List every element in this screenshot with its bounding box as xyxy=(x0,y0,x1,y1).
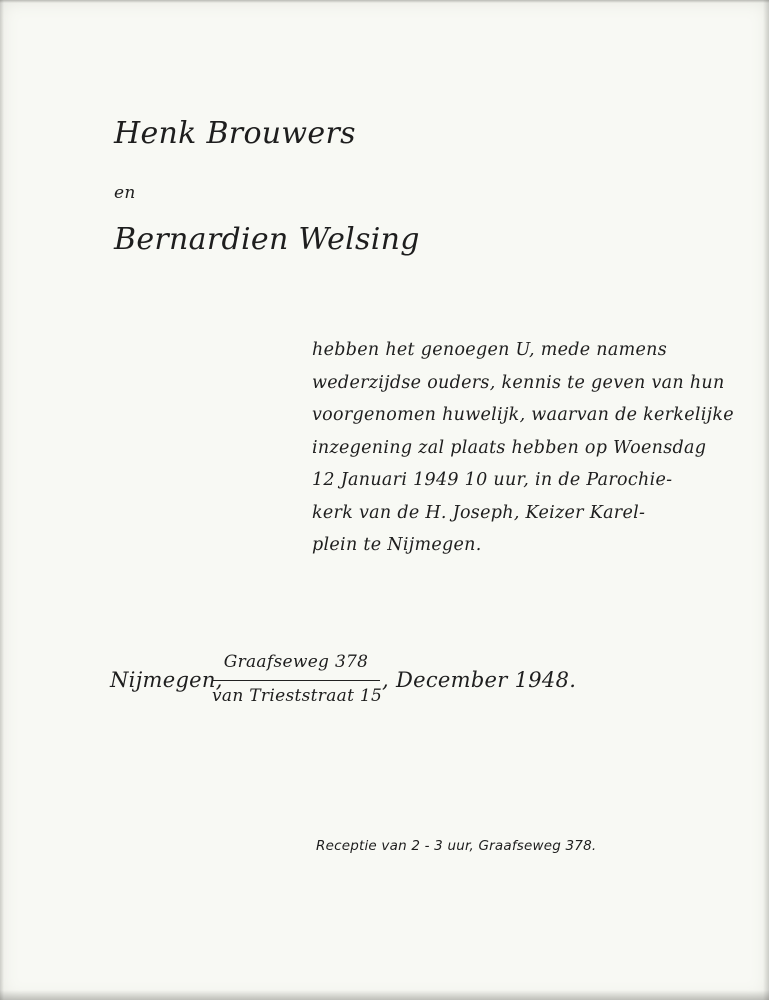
place-name: Nijmegen, xyxy=(110,668,223,692)
body-line: plein te Nijmegen. xyxy=(312,535,482,555)
body-line: hebben het genoegen U, mede namens xyxy=(312,340,668,360)
address-divider xyxy=(212,680,380,681)
connector-word: en xyxy=(114,183,136,203)
body-line: wederzijdse ouders, kennis te geven van hun xyxy=(312,372,725,393)
groom-name: Henk Brouwers xyxy=(114,116,356,151)
body-line: kerk van de H. Joseph, Keizer Karel- xyxy=(312,502,646,523)
bride-name: Bernardien Welsing xyxy=(114,222,420,257)
address-bride: van Trieststraat 15 xyxy=(212,686,383,706)
body-line: 12 Januari 1949 10 uur, in de Parochie- xyxy=(312,470,673,490)
paper-edge-bottom xyxy=(0,990,769,1000)
address-groom: Graafseweg 378 xyxy=(223,652,369,672)
reception-info: Receptie van 2 - 3 uur, Graafseweg 378. xyxy=(316,838,597,854)
paper-edge-right xyxy=(763,0,769,1000)
body-line: inzegening zal plaats hebben op Woensdag xyxy=(312,437,707,458)
paper-edge-top xyxy=(0,0,769,3)
paper-edge-left xyxy=(0,0,4,1000)
date-text: , December 1948. xyxy=(382,668,577,692)
body-line: voorgenomen huwelijk, waarvan de kerkelijke xyxy=(312,405,734,425)
announcement-body xyxy=(312,334,734,562)
